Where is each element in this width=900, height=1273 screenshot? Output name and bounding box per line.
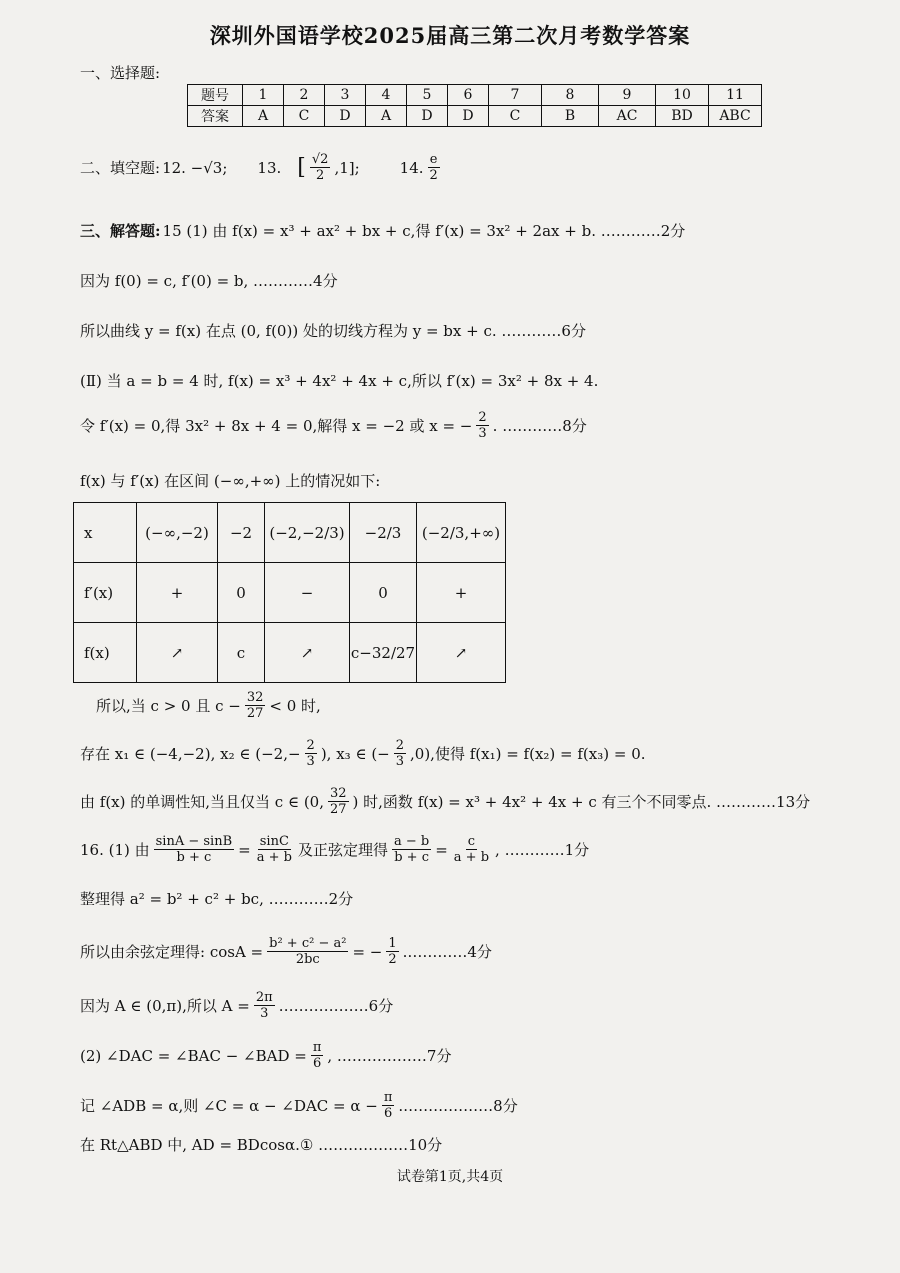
solution-line: 三、解答题: 15 (1) 由 f(x) = x³ + ax² + bx + c,得 f′(x) = 3x² + 2ax + b. …………2分	[80, 222, 686, 240]
table-cell: BD	[656, 106, 709, 127]
solution-line: 因为 A ∈ (0,π),所以 A = $\frac{2\pi}{3}$ ………………6分	[80, 990, 394, 1021]
solution-line: (Ⅱ) 当 a = b = 4 时, f(x) = x³ + 4x² + 4x + c,所以 f′(x) = 3x² + 8x + 4.	[80, 372, 599, 390]
table-cell: C	[489, 106, 542, 127]
fraction: $\frac{32}{27}$	[246, 690, 264, 721]
table-cell: B	[542, 106, 599, 127]
solution-line: (2) ∠DAC = ∠BAC − ∠BAD = $\frac{\pi}{6}$ , ………………7分	[80, 1040, 452, 1071]
solution-line: 存在 x₁ ∈ (−4,−2), x₂ ∈ (−2,− $\frac{2}{3}$ ), x₃ ∈ (− $\frac{2}{3}$ ,0),使得 f(x₁) = f(x₂) = f(x₃) = 0.	[80, 738, 646, 769]
table-cell: f′(x)	[74, 563, 137, 623]
table-cell: 3	[325, 85, 366, 106]
fraction: $\frac{2}{3}$	[478, 410, 487, 441]
fraction: $\frac{2}{3}$	[395, 738, 405, 769]
table-cell: f(x)	[74, 623, 137, 683]
answer-table	[187, 84, 762, 127]
table-cell: 7	[489, 85, 542, 106]
table-cell: 6	[448, 85, 489, 106]
table-cell: 2	[284, 85, 325, 106]
table-cell: C	[284, 106, 325, 127]
table-cell: 0	[350, 563, 417, 623]
table-row	[74, 503, 506, 563]
table-cell: x	[74, 503, 137, 563]
fraction: $\frac{√2}{2}$	[311, 152, 329, 183]
table-cell: ↗	[265, 623, 350, 683]
fraction: $\frac{\pi}{6}$	[312, 1040, 322, 1071]
page-footer: 试卷第1页,共4页	[396, 1169, 504, 1185]
solution-line: 整理得 a² = b² + c² + bc, …………2分	[80, 890, 354, 908]
fraction: $\frac{2\pi}{3}$	[255, 990, 273, 1021]
table-cell: +	[137, 563, 218, 623]
section-choice-label: 一、选择题:	[80, 64, 161, 82]
table-cell: 1	[243, 85, 284, 106]
table-cell: 8	[542, 85, 599, 106]
fraction: $\frac{e}{2}$	[429, 152, 438, 183]
table-cell: ABC	[709, 106, 762, 127]
fill-in-answers: 二、填空题: 12. −√3; 13. [ $\frac{√2}{2}$ ,1]; 14. $\frac{e}{2}$	[80, 152, 444, 183]
fraction: $\frac{\sin A - \sin B}{b + c}$	[155, 834, 233, 865]
table-cell: c−32/27	[350, 623, 417, 683]
answer-table-header-row	[188, 85, 762, 106]
table-row	[74, 563, 506, 623]
table-cell: D	[448, 106, 489, 127]
solution-line: 由 f(x) 的单调性知,当且仅当 c ∈ (0, $\frac{32}{27}$ ) 时,函数 f(x) = x³ + 4x² + 4x + c 有三个不同零点. …………13分	[80, 786, 811, 817]
table-cell: −2	[218, 503, 265, 563]
solution-line: 在 Rt△ABD 中, AD = BDcosα.① ………………10分	[80, 1136, 443, 1154]
solution-line: 令 f′(x) = 0,得 3x² + 8x + 4 = 0,解得 x = −2 或 x = − $\frac{2}{3}$ . …………8分	[80, 410, 587, 441]
solution-line: 因为 f(0) = c, f′(0) = b, …………4分	[80, 272, 338, 290]
fraction: $\frac{\text{b² + c² − a²}}{2bc}$	[269, 936, 347, 967]
table-cell: ↗	[417, 623, 506, 683]
table-cell: ↗	[137, 623, 218, 683]
table-cell: 11	[709, 85, 762, 106]
table-cell: (−2/3,+∞)	[417, 503, 506, 563]
answer-table-answer-row	[188, 106, 762, 127]
table-cell: 5	[407, 85, 448, 106]
table-cell: D	[407, 106, 448, 127]
table-cell: 4	[366, 85, 407, 106]
solution-line: 所以曲线 y = f(x) 在点 (0, f(0)) 处的切线方程为 y = bx + c. …………6分	[80, 322, 586, 340]
table-cell: 10	[656, 85, 709, 106]
variation-table	[73, 502, 506, 683]
solution-line: 16. (1) 由 $\frac{\sin A - \sin B}{b + c}$ = $\frac{\sin C}{a + b}$ 及正弦定理得 $\frac{a - b}{b + c}$ = $\frac{c}{a + b}$ , …………1分	[80, 834, 590, 865]
solution-line: 记 ∠ADB = α,则 ∠C = α − ∠DAC = α − $\frac{\pi}{6}$ .………………8分	[80, 1090, 518, 1121]
table-cell: +	[417, 563, 506, 623]
table-cell: 0	[218, 563, 265, 623]
table-cell: 9	[599, 85, 656, 106]
table-cell: (−∞,−2)	[137, 503, 218, 563]
solution-line: 所以,当 c > 0 且 c − $\frac{32}{27}$ < 0 时,	[96, 690, 321, 721]
table-cell: −2/3	[350, 503, 417, 563]
page-title: 深圳外国语学校2025届高三第二次月考数学答案	[209, 23, 691, 48]
solution-line: f(x) 与 f′(x) 在区间 (−∞,+∞) 上的情况如下:	[80, 472, 381, 490]
table-row	[74, 623, 506, 683]
table-cell: 答案	[188, 106, 243, 127]
fraction: $\frac{1}{2}$	[388, 936, 397, 967]
fraction: $\frac{\pi}{6}$	[383, 1090, 393, 1121]
table-cell: A	[366, 106, 407, 127]
fraction: $\frac{2}{3}$	[306, 738, 315, 769]
table-cell: 题号	[188, 85, 243, 106]
fraction: $\frac{\sin C}{a + b}$	[256, 834, 292, 865]
table-cell: −	[265, 563, 350, 623]
table-cell: AC	[599, 106, 656, 127]
table-cell: c	[218, 623, 265, 683]
table-cell: A	[243, 106, 284, 127]
table-cell: D	[325, 106, 366, 127]
fraction: $\frac{c}{a + b}$	[453, 834, 490, 865]
fraction: $\frac{32}{27}$	[330, 786, 347, 817]
fraction: $\frac{a - b}{b + c}$	[393, 834, 430, 865]
table-cell: (−2,−2/3)	[265, 503, 350, 563]
solution-line: 所以由余弦定理得: cosA = $\frac{\text{b² + c² − a²}}{2bc}$ = − $\frac{1}{2}$ .…………4分	[80, 936, 492, 967]
